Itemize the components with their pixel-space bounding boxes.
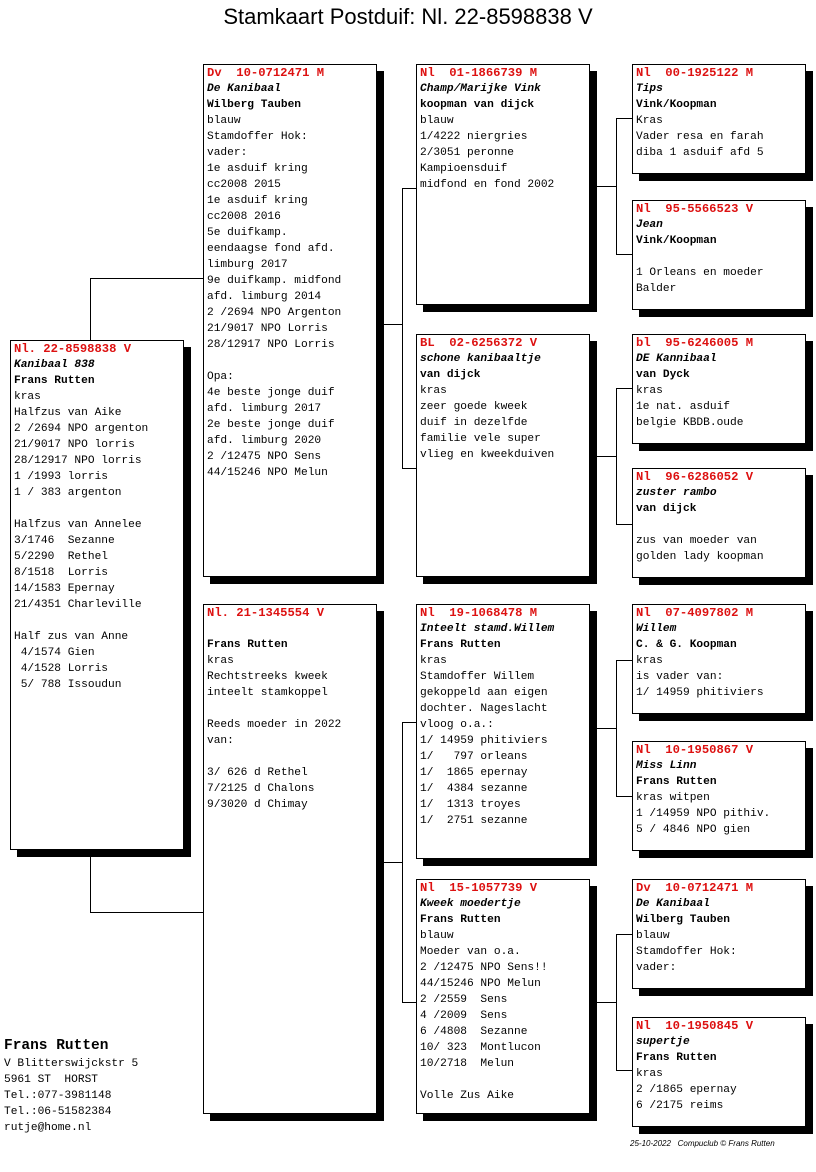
bird-owner: Wilberg Tauben [207, 99, 301, 111]
page-title: Stamkaart Postduif: Nl. 22-8598838 V [223, 4, 593, 29]
detail-line: midfond en fond 2002 [420, 179, 555, 191]
detail-line: 5 / 4846 NPO gien [636, 824, 751, 836]
detail-line: 1/4222 niergries [420, 131, 528, 143]
ring-number: Nl 10-1950867 V [636, 743, 754, 757]
bird-owner: van dijck [420, 369, 481, 381]
detail-line: 44/15246 NPO Melun [207, 467, 328, 479]
detail-line: afd. limburg 2014 [207, 291, 322, 303]
detail-line: vloog o.a.: [420, 719, 494, 731]
ring-number: Nl 95-5566523 V [636, 202, 754, 216]
bird-name: DE Kannibaal [636, 353, 717, 365]
connector-line [596, 186, 616, 187]
detail-line: limburg 2017 [207, 259, 288, 271]
connector-line [616, 1070, 633, 1071]
detail-line: 4/1528 Lorris [14, 663, 108, 675]
detail-line: 1 /1993 lorris [14, 471, 108, 483]
connector-line [596, 456, 616, 457]
detail-line: 1/ 4384 sezanne [420, 783, 528, 795]
detail-line [207, 701, 373, 717]
bird-name: Jean [636, 219, 663, 231]
detail-line: vlieg en kweekduiven [420, 449, 555, 461]
bird-name: De Kanibaal [207, 83, 281, 95]
detail-line: dochter. Nageslacht [420, 703, 548, 715]
connector-line [616, 796, 633, 797]
detail-line: 1/ 2751 sezanne [420, 815, 528, 827]
breeder-email: rutje@home.nl [4, 1122, 92, 1134]
bird-details [636, 928, 802, 976]
detail-line: 21/4351 Charleville [14, 599, 142, 611]
bird-name: zuster rambo [636, 487, 717, 499]
detail-line: vader: [207, 147, 248, 159]
bird-name: Kweek moedertje [420, 898, 521, 910]
detail-line: 1e nat. asduif [636, 401, 730, 413]
connector-line [616, 118, 633, 119]
detail-line: 1/ 1313 troyes [420, 799, 521, 811]
detail-line: 2 /12475 NPO Sens!! [420, 962, 548, 974]
pedigree-card-sire-sire-sire [632, 64, 806, 174]
detail-line: 4e beste jonge duif [207, 387, 335, 399]
connector-line [616, 660, 633, 661]
ring-number: Nl 19-1068478 M [420, 606, 538, 620]
connector-line [616, 524, 633, 525]
detail-line: gekoppeld aan eigen [420, 687, 548, 699]
detail-line: Stamdoffer Hok: [207, 131, 308, 143]
detail-line: 28/12917 NPO Lorris [207, 339, 335, 351]
detail-line: 4/1574 Gien [14, 647, 95, 659]
ring-number: Nl 07-4097802 M [636, 606, 754, 620]
pedigree-card-dam-dam-sire [632, 879, 806, 989]
bird-name: schone kanibaaltje [420, 353, 541, 365]
detail-line: Moeder van o.a. [420, 946, 521, 958]
detail-line: 2 /2694 NPO argenton [14, 423, 149, 435]
detail-line [207, 749, 373, 765]
connector-line [90, 850, 91, 912]
bird-name: De Kanibaal [636, 898, 710, 910]
connector-line [384, 862, 402, 863]
bird-owner: van Dyck [636, 369, 690, 381]
detail-line: 10/ 323 Montlucon [420, 1042, 541, 1054]
connector-line [616, 388, 633, 389]
pedigree-card-subject [10, 340, 184, 850]
detail-line: 10/2718 Melun [420, 1058, 514, 1070]
connector-line [616, 388, 617, 524]
detail-line: 9/3020 d Chimay [207, 799, 308, 811]
breeder-info [4, 1036, 138, 1136]
pedigree-card-sire-sire [416, 64, 590, 305]
pedigree-card-sire [203, 64, 377, 577]
ring-number: Nl 00-1925122 M [636, 66, 754, 80]
detail-line: van: [207, 735, 234, 747]
detail-line: Vader resa en farah [636, 131, 764, 143]
detail-line: 2 /12475 NPO Sens [207, 451, 322, 463]
connector-line [402, 1002, 417, 1003]
detail-line: kras [420, 385, 447, 397]
detail-line [636, 249, 802, 265]
detail-line: 3/1746 Sezanne [14, 535, 115, 547]
detail-line [636, 517, 802, 533]
detail-line: 6 /4808 Sezanne [420, 1026, 528, 1038]
detail-line: blauw [420, 115, 454, 127]
connector-line [596, 728, 616, 729]
detail-line [14, 501, 180, 517]
bird-name: Inteelt stamd.Willem [420, 623, 555, 635]
breeder-phone: Tel.:077-3981148 [4, 1090, 112, 1102]
detail-line: 44/15246 NPO Melun [420, 978, 541, 990]
connector-line [90, 278, 203, 279]
detail-line: diba 1 asduif afd 5 [636, 147, 764, 159]
connector-line [616, 118, 617, 254]
breeder-address: V Blitterswijckstr 5 [4, 1058, 139, 1070]
bird-details [420, 653, 586, 829]
bird-details [636, 249, 802, 297]
detail-line: 2 /1865 epernay [636, 1084, 737, 1096]
connector-line [402, 468, 417, 469]
bird-owner: Frans Rutten [636, 1052, 717, 1064]
ring-number: Nl 10-1950845 V [636, 1019, 754, 1033]
detail-line: blauw [207, 115, 241, 127]
bird-owner: Frans Rutten [420, 639, 501, 651]
detail-line [420, 1072, 586, 1088]
bird-details [636, 517, 802, 565]
connector-line [402, 188, 403, 468]
detail-line: familie vele super [420, 433, 541, 445]
pedigree-card-sire-sire-dam [632, 200, 806, 310]
bird-owner: Vink/Koopman [636, 235, 717, 247]
detail-line: Stamdoffer Hok: [636, 946, 737, 958]
bird-owner: C. & G. Koopman [636, 639, 737, 651]
detail-line: 9e duifkamp. midfond [207, 275, 342, 287]
pedigree-card-dam-sire-dam [632, 741, 806, 851]
detail-line: kras [636, 385, 663, 397]
pedigree-card-dam-dam [416, 879, 590, 1114]
detail-line: 1/ 797 orleans [420, 751, 528, 763]
pedigree-card-dam-sire [416, 604, 590, 859]
detail-line: kras [14, 391, 41, 403]
detail-line: Volle Zus Aike [420, 1090, 514, 1102]
bird-details [207, 653, 373, 813]
detail-line [207, 353, 373, 369]
bird-owner: Frans Rutten [14, 375, 95, 387]
detail-line: Kras [636, 115, 663, 127]
ring-number: Dv 10-0712471 M [636, 881, 754, 895]
breeder-name: Frans Rutten [4, 1038, 109, 1054]
detail-line: 2 /2559 Sens [420, 994, 508, 1006]
bird-owner: van dijck [636, 503, 697, 515]
bird-name: Tips [636, 83, 663, 95]
bird-details [636, 113, 802, 161]
footer-credit: 25-10-2022 Compuclub © Frans Rutten [630, 1139, 775, 1148]
bird-owner: Frans Rutten [420, 914, 501, 926]
pedigree-card-sire-dam-dam [632, 468, 806, 578]
detail-line: cc2008 2016 [207, 211, 281, 223]
detail-line: 5/ 788 Issoudun [14, 679, 122, 691]
bird-name [207, 621, 373, 637]
connector-line [616, 660, 617, 796]
detail-line: 1 /14959 NPO pithiv. [636, 808, 771, 820]
detail-line: 5e duifkamp. [207, 227, 288, 239]
bird-details [14, 389, 180, 693]
bird-name: Kanibaal 838 [14, 359, 95, 371]
detail-line: Opa: [207, 371, 234, 383]
ring-number: Nl 15-1057739 V [420, 881, 538, 895]
detail-line: 28/12917 NPO lorris [14, 455, 142, 467]
detail-line: 1 / 383 argenton [14, 487, 122, 499]
connector-line [384, 324, 402, 325]
breeder-mobile: Tel.:06-51582384 [4, 1106, 112, 1118]
detail-line: blauw [420, 930, 454, 942]
pedigree-card-dam-dam-dam [632, 1017, 806, 1127]
detail-line: blauw [636, 930, 670, 942]
connector-line [616, 934, 617, 1070]
detail-line: Rechtstreeks kweek [207, 671, 328, 683]
pedigree-card-sire-dam [416, 334, 590, 577]
bird-name: Willem [636, 623, 677, 635]
breeder-city: 5961 ST HORST [4, 1074, 98, 1086]
detail-line: inteelt stamkoppel [207, 687, 328, 699]
detail-line: 3/ 626 d Rethel [207, 767, 308, 779]
detail-line: afd. limburg 2020 [207, 435, 322, 447]
connector-line [402, 722, 417, 723]
detail-line: kras [636, 1068, 663, 1080]
ring-number: Nl. 21-1345554 V [207, 606, 325, 620]
detail-line: 2e beste jonge duif [207, 419, 335, 431]
detail-line: 2/3051 peronne [420, 147, 514, 159]
connector-line [402, 188, 417, 189]
detail-line: is vader van: [636, 671, 724, 683]
pedigree-card-dam [203, 604, 377, 1114]
detail-line: Halfzus van Aike [14, 407, 122, 419]
detail-line: Halfzus van Annelee [14, 519, 142, 531]
connector-line [402, 722, 403, 1002]
connector-line [596, 1002, 616, 1003]
detail-line: kras [420, 655, 447, 667]
bird-details [420, 383, 586, 463]
detail-line: 6 /2175 reims [636, 1100, 724, 1112]
bird-details [636, 653, 802, 701]
detail-line: cc2008 2015 [207, 179, 281, 191]
detail-line: Reeds moeder in 2022 [207, 719, 342, 731]
detail-line: golden lady koopman [636, 551, 764, 563]
pedigree-card-sire-dam-sire [632, 334, 806, 444]
bird-details [636, 790, 802, 838]
bird-details [636, 383, 802, 431]
bird-details [636, 1066, 802, 1114]
detail-line: eendaagse fond afd. [207, 243, 335, 255]
bird-details [420, 113, 586, 193]
bird-name: supertje [636, 1036, 690, 1048]
detail-line: 1e asduif kring [207, 195, 308, 207]
detail-line: 4 /2009 Sens [420, 1010, 508, 1022]
detail-line: vader: [636, 962, 677, 974]
bird-owner: Wilberg Tauben [636, 914, 730, 926]
detail-line: duif in dezelfde [420, 417, 528, 429]
detail-line: belgie KBDB.oude [636, 417, 744, 429]
detail-line: 7/2125 d Chalons [207, 783, 315, 795]
detail-line: 2 /2694 NPO Argenton [207, 307, 342, 319]
detail-line: kras witpen [636, 792, 710, 804]
connector-line [90, 278, 91, 340]
bird-owner: Frans Rutten [207, 639, 288, 651]
bird-details [207, 113, 373, 481]
detail-line: 1 Orleans en moeder [636, 267, 764, 279]
detail-line: 1/ 1865 epernay [420, 767, 528, 779]
detail-line: 5/2290 Rethel [14, 551, 108, 563]
detail-line: kras [636, 655, 663, 667]
detail-line [14, 613, 180, 629]
bird-owner: Frans Rutten [636, 776, 717, 788]
detail-line: 21/9017 NPO lorris [14, 439, 135, 451]
pedigree-card-dam-sire-sire [632, 604, 806, 714]
detail-line: 1/ 14959 phitiviers [420, 735, 548, 747]
detail-line: Balder [636, 283, 677, 295]
detail-line: 1e asduif kring [207, 163, 308, 175]
detail-line: zus van moeder van [636, 535, 757, 547]
connector-line [616, 934, 633, 935]
bird-name: Miss Linn [636, 760, 697, 772]
ring-number: Nl 01-1866739 M [420, 66, 538, 80]
ring-number: Nl 96-6286052 V [636, 470, 754, 484]
detail-line: Kampioensduif [420, 163, 508, 175]
ring-number: bl 95-6246005 M [636, 336, 754, 350]
detail-line: 14/1583 Epernay [14, 583, 115, 595]
ring-number: Dv 10-0712471 M [207, 66, 325, 80]
detail-line: zeer goede kweek [420, 401, 528, 413]
detail-line: 1/ 14959 phitiviers [636, 687, 764, 699]
bird-details [420, 928, 586, 1104]
detail-line: Stamdoffer Willem [420, 671, 535, 683]
bird-owner: Vink/Koopman [636, 99, 717, 111]
detail-line: Half zus van Anne [14, 631, 129, 643]
detail-line: kras [207, 655, 234, 667]
connector-line [90, 912, 203, 913]
connector-line [616, 254, 633, 255]
detail-line: 8/1518 Lorris [14, 567, 108, 579]
detail-line: afd. limburg 2017 [207, 403, 322, 415]
bird-owner: koopman van dijck [420, 99, 535, 111]
detail-line: 21/9017 NPO Lorris [207, 323, 328, 335]
ring-number: Nl. 22-8598838 V [14, 342, 132, 356]
ring-number: BL 02-6256372 V [420, 336, 538, 350]
bird-name: Champ/Marijke Vink [420, 83, 541, 95]
